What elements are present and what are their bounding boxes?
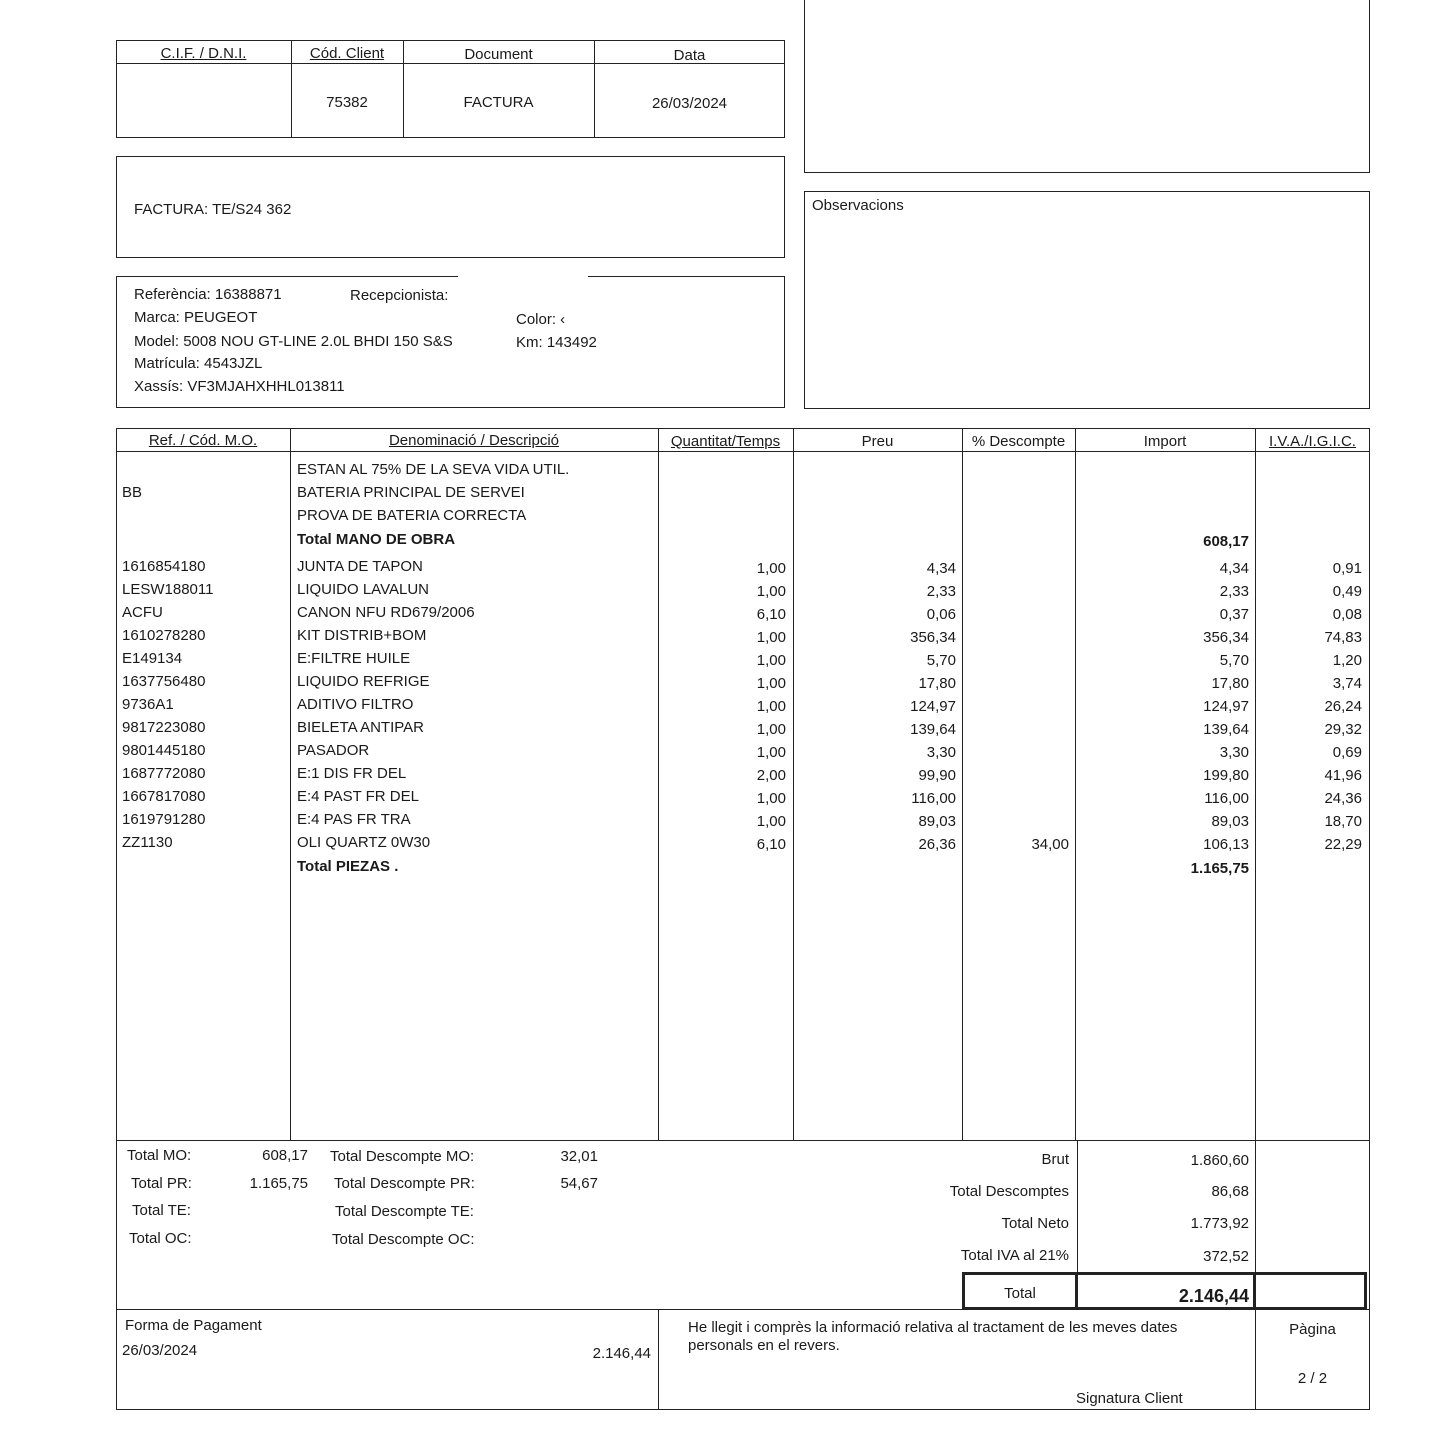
part-vat: 1,20: [1332, 652, 1362, 669]
part-ref: 9801445180: [122, 742, 206, 759]
part-qty: 1,00: [756, 698, 786, 715]
part-price: 2,33: [926, 583, 956, 600]
part-amount: 106,13: [1203, 836, 1249, 853]
part-price: 0,06: [926, 606, 956, 623]
payment-date: 26/03/2024: [122, 1342, 198, 1359]
part-qty: 1,00: [756, 583, 786, 600]
vehicle-km: Km: 143492: [516, 334, 597, 351]
total-pr-value: 1.165,75: [249, 1175, 308, 1192]
part-price: 26,36: [918, 836, 956, 853]
part-vat: 0,08: [1332, 606, 1362, 623]
part-ref: 1610278280: [122, 627, 206, 644]
iva-value: 372,52: [1203, 1248, 1249, 1265]
privacy-text-line-2: personals en el revers.: [688, 1337, 840, 1354]
part-price: 116,00: [911, 790, 956, 807]
part-qty: 1,00: [756, 790, 786, 807]
part-amount: 3,30: [1219, 744, 1249, 761]
top-right-box: [804, 0, 1370, 173]
part-discount: 34,00: [1031, 836, 1069, 853]
privacy-text-line-1: He llegit i comprès la informació relativa al tractament de les meves dates: [688, 1319, 1178, 1336]
part-ref: 1667817080: [122, 788, 206, 805]
part-amount: 4,34: [1219, 560, 1249, 577]
vehicle-chassis: Xassís: VF3MJAHXHHL013811: [134, 378, 345, 395]
neto-label: Total Neto: [1001, 1215, 1069, 1232]
part-ref: 1687772080: [122, 765, 206, 782]
part-qty: 1,00: [756, 813, 786, 830]
part-vat: 0,91: [1332, 560, 1362, 577]
iva-label: Total IVA al 21%: [960, 1247, 1069, 1264]
part-vat: 0,49: [1332, 583, 1362, 600]
col-price-header: Preu: [861, 433, 894, 450]
part-ref: 1616854180: [122, 558, 206, 575]
part-vat: 18,70: [1324, 813, 1362, 830]
col-discount-header: % Descompte: [971, 433, 1066, 450]
part-price: 99,90: [918, 767, 956, 784]
grand-total-value: 2.146,44: [1178, 1286, 1249, 1306]
part-vat: 0,69: [1332, 744, 1362, 761]
part-price: 124,97: [910, 698, 956, 715]
disc-pr-value: 54,67: [560, 1175, 598, 1192]
neto-value: 1.773,92: [1190, 1215, 1249, 1232]
header-document-value: FACTURA: [463, 94, 534, 111]
part-price: 139,64: [910, 721, 956, 738]
part-vat: 74,83: [1324, 629, 1362, 646]
part-vat: 22,29: [1324, 836, 1362, 853]
part-amount: 116,00: [1204, 790, 1249, 807]
disc-mo-value: 32,01: [560, 1148, 598, 1165]
part-amount: 17,80: [1211, 675, 1249, 692]
part-vat: 41,96: [1324, 767, 1362, 784]
total-mo-label: Total MO:: [127, 1147, 192, 1164]
part-vat: 3,74: [1332, 675, 1362, 692]
total-mo-value: 608,17: [262, 1147, 308, 1164]
part-ref: 9817223080: [122, 719, 206, 736]
part-ref: LESW188011: [122, 581, 214, 598]
part-price: 4,34: [926, 560, 956, 577]
part-price: 89,03: [918, 813, 956, 830]
part-ref: ACFU: [122, 604, 163, 621]
part-desc: JUNTA DE TAPON: [297, 558, 423, 575]
part-desc: E:1 DIS FR DEL: [297, 765, 407, 782]
grand-total-label: Total: [1004, 1285, 1036, 1302]
vehicle-model: Model: 5008 NOU GT-LINE 2.0L BHDI 150 S&S: [134, 333, 453, 350]
part-price: 17,80: [918, 675, 956, 692]
part-qty: 2,00: [756, 767, 786, 784]
part-desc: E:4 PAS FR TRA: [297, 811, 411, 828]
part-qty: 1,00: [756, 744, 786, 761]
part-desc: CANON NFU RD679/2006: [297, 604, 475, 621]
part-qty: 1,00: [756, 560, 786, 577]
part-desc: OLI QUARTZ 0W30: [297, 834, 431, 851]
header-date-value: 26/03/2024: [651, 95, 728, 112]
col-qty-header: Quantitat/Temps: [670, 433, 781, 450]
part-qty: 1,00: [756, 652, 786, 669]
part-vat: 29,32: [1324, 721, 1362, 738]
part-desc: BIELETA ANTIPAR: [297, 719, 424, 736]
disc-te-label: Total Descompte TE:: [335, 1203, 474, 1220]
part-desc: ADITIVO FILTRO: [297, 696, 414, 713]
observations-box: [804, 191, 1370, 409]
col-desc-header: Denominació / Descripció: [388, 432, 560, 449]
part-amount: 124,97: [1203, 698, 1249, 715]
part-qty: 6,10: [756, 836, 786, 853]
payment-label: Forma de Pagament: [125, 1317, 262, 1334]
part-ref: ZZ1130: [122, 834, 173, 851]
part-desc: KIT DISTRIB+BOM: [297, 627, 427, 644]
descomptes-value: 86,68: [1211, 1183, 1249, 1200]
part-desc: LIQUIDO REFRIGE: [297, 673, 430, 690]
page-label: Pàgina: [1289, 1321, 1336, 1338]
part-amount: 139,64: [1203, 721, 1249, 738]
part-ref: 1637756480: [122, 673, 206, 690]
part-desc: PASADOR: [297, 742, 370, 759]
vehicle-reference: Referència: 16388871: [134, 286, 282, 303]
vehicle-receptionist: Recepcionista:: [350, 287, 449, 304]
labour-total-value: 608,17: [1203, 533, 1249, 550]
labour-row-desc: PROVA DE BATERIA CORRECTA: [297, 507, 527, 524]
labour-row-desc: ESTAN AL 75% DE LA SEVA VIDA UTIL.: [297, 461, 570, 478]
header-cif-label: C.I.F. / D.N.I.: [160, 45, 247, 62]
parts-total-value: 1.165,75: [1190, 860, 1249, 877]
header-document-label: Document: [464, 46, 533, 63]
labour-total-label: Total MANO DE OBRA: [297, 531, 456, 548]
part-amount: 0,37: [1219, 606, 1249, 623]
header-client-label: Cód. Client: [309, 45, 385, 62]
vehicle-brand: Marca: PEUGEOT: [134, 309, 258, 326]
brut-value: 1.860,60: [1190, 1152, 1249, 1169]
part-desc: E:FILTRE HUILE: [297, 650, 411, 667]
part-price: 5,70: [926, 652, 956, 669]
brut-label: Brut: [1041, 1151, 1069, 1168]
part-vat: 26,24: [1324, 698, 1362, 715]
part-amount: 5,70: [1219, 652, 1249, 669]
disc-oc-label: Total Descompte OC:: [332, 1231, 475, 1248]
part-qty: 1,00: [756, 629, 786, 646]
invoice-number: FACTURA: TE/S24 362: [134, 201, 292, 218]
payment-amount: 2.146,44: [592, 1345, 651, 1362]
labour-row-desc: BATERIA PRINCIPAL DE SERVEI: [297, 484, 525, 501]
total-pr-label: Total PR:: [131, 1175, 192, 1192]
part-price: 356,34: [910, 629, 956, 646]
col-ref-header: Ref. / Cód. M.O.: [148, 432, 258, 449]
total-te-label: Total TE:: [132, 1202, 191, 1219]
part-qty: 1,00: [756, 675, 786, 692]
col-vat-header: I.V.A./I.G.I.C.: [1269, 433, 1356, 450]
vehicle-plate: Matrícula: 4543JZL: [134, 355, 263, 372]
parts-total-label: Total PIEZAS .: [297, 858, 399, 875]
part-desc: E:4 PAST FR DEL: [297, 788, 419, 805]
part-price: 3,30: [926, 744, 956, 761]
part-amount: 199,80: [1203, 767, 1249, 784]
part-desc: LIQUIDO LAVALUN: [297, 581, 429, 598]
part-amount: 2,33: [1219, 583, 1249, 600]
disc-mo-label: Total Descompte MO:: [330, 1148, 475, 1165]
part-ref: 9736A1: [122, 696, 174, 713]
signature-label: Signatura Client: [1076, 1390, 1183, 1407]
part-qty: 1,00: [756, 721, 786, 738]
page-value: 2 / 2: [1297, 1370, 1328, 1387]
header-client-value: 75382: [326, 94, 368, 111]
disc-pr-label: Total Descompte PR:: [334, 1175, 475, 1192]
part-amount: 356,34: [1203, 629, 1249, 646]
part-ref: 1619791280: [122, 811, 206, 828]
labour-row-ref: BB: [122, 484, 143, 501]
part-amount: 89,03: [1211, 813, 1249, 830]
observations-label: Observacions: [812, 197, 904, 214]
part-qty: 6,10: [756, 606, 786, 623]
part-vat: 24,36: [1324, 790, 1362, 807]
col-import-header: Import: [1143, 433, 1187, 450]
header-date-label: Data: [673, 47, 706, 64]
descomptes-label: Total Descomptes: [949, 1183, 1069, 1200]
vehicle-color: Color: ‹: [516, 311, 566, 328]
part-ref: E149134: [122, 650, 183, 667]
total-oc-label: Total OC:: [129, 1230, 192, 1247]
